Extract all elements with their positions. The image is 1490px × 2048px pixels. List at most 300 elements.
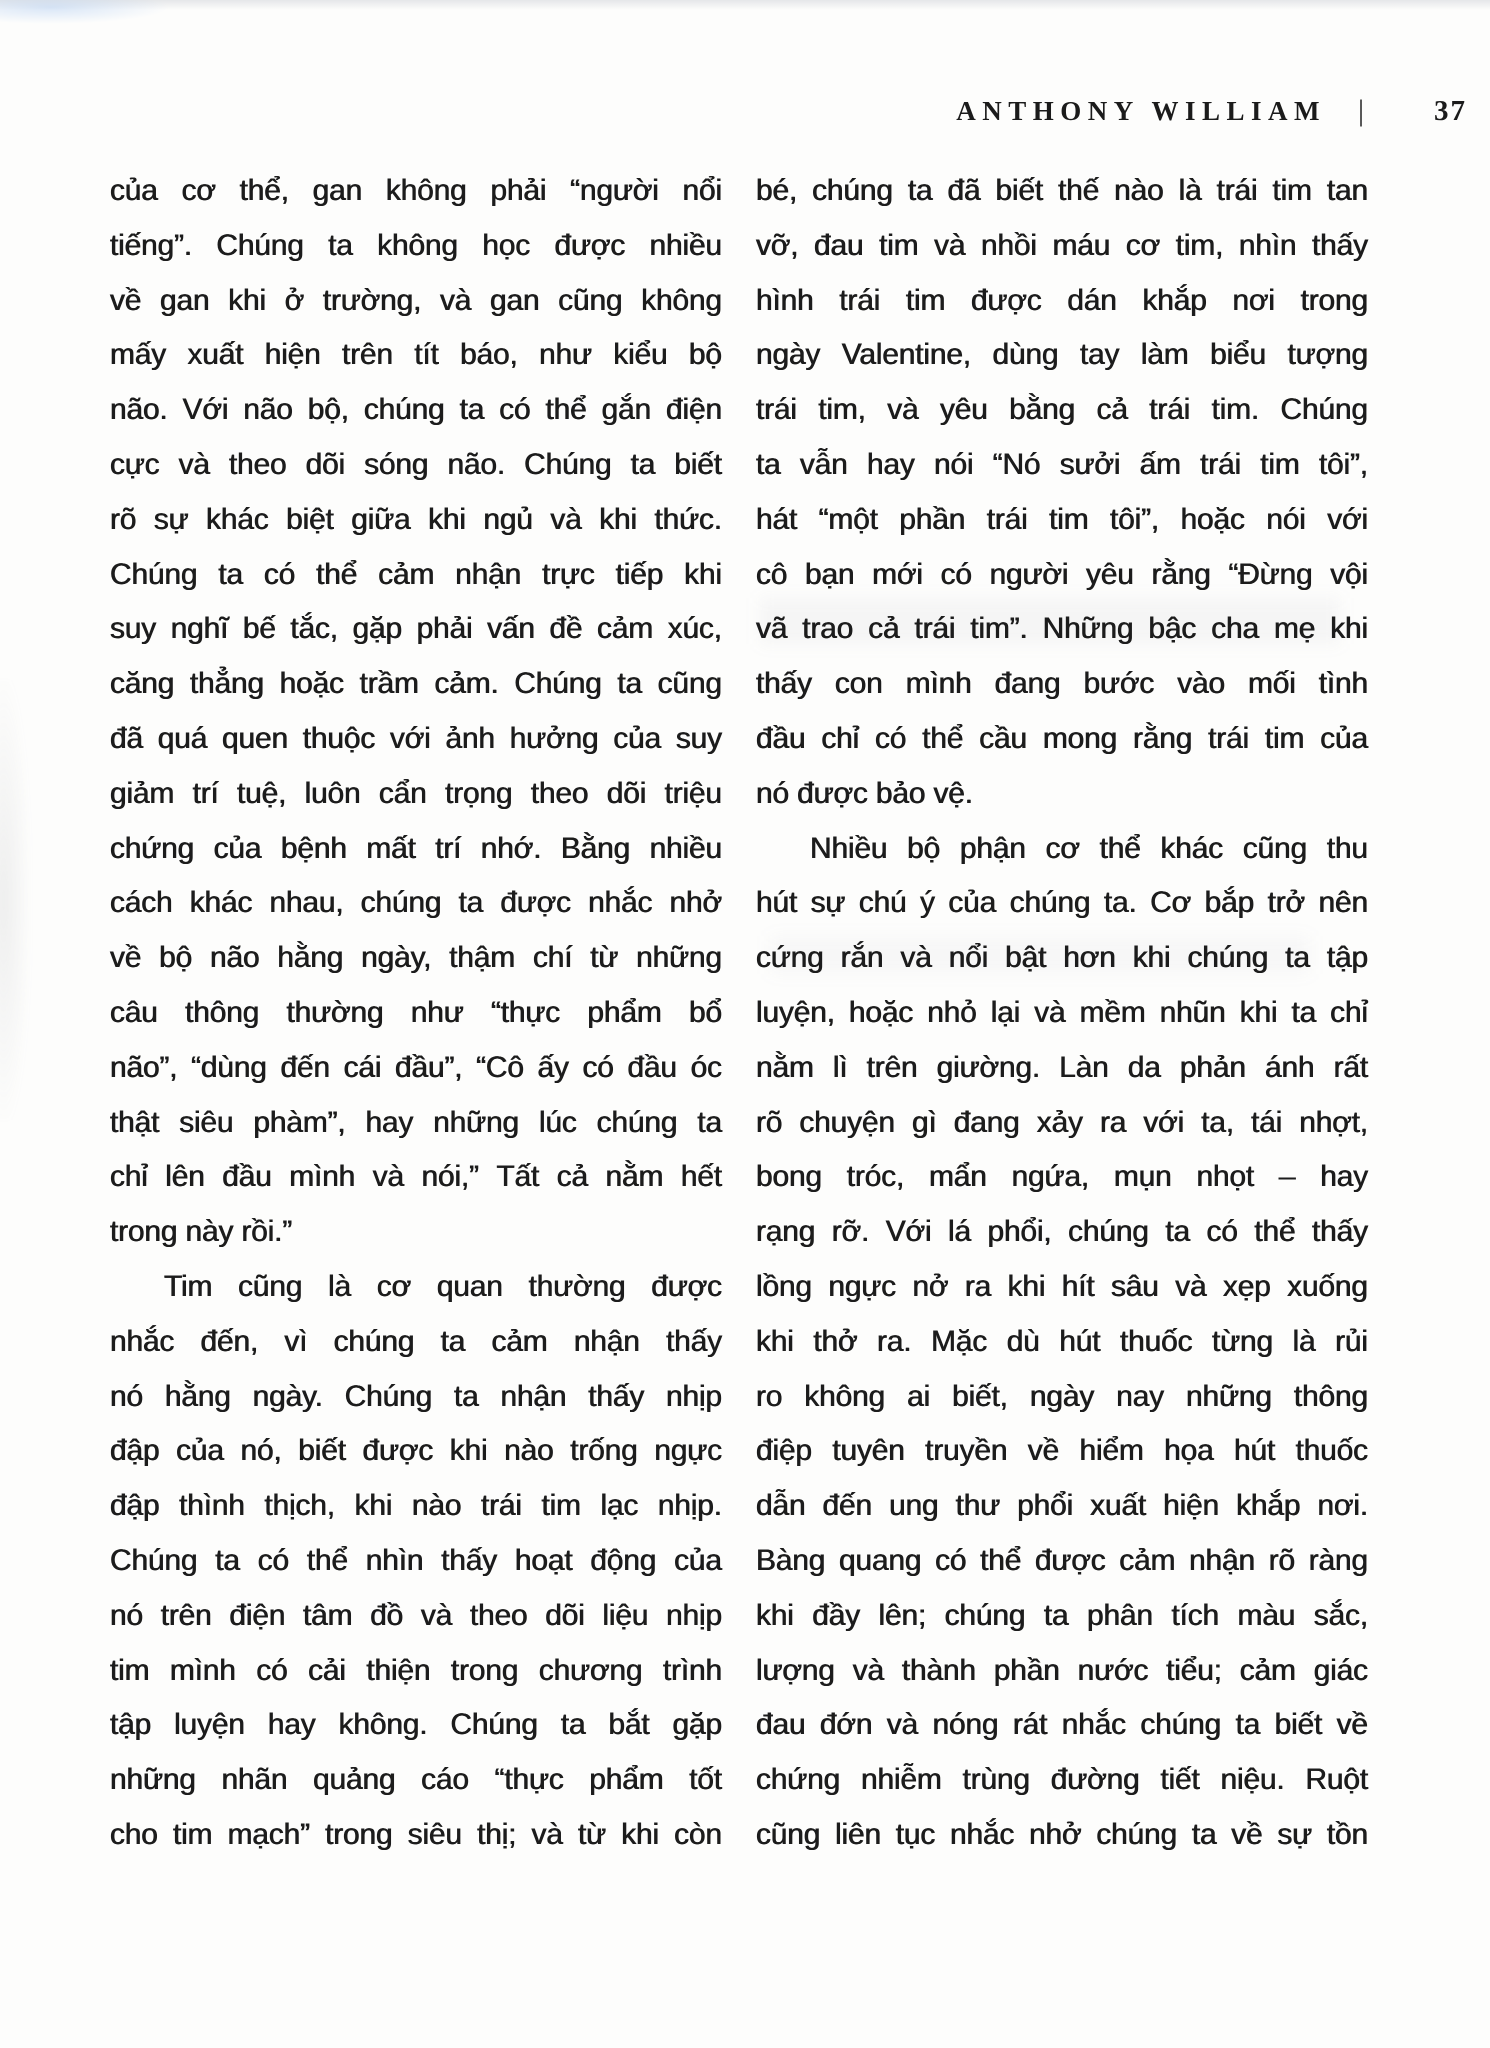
word: nhìn xyxy=(1238,228,1297,262)
word: khi xyxy=(621,1817,659,1851)
word: quen xyxy=(222,721,288,755)
word: cảm. xyxy=(434,667,499,701)
word: nhiều xyxy=(649,831,722,865)
word: ngứa, xyxy=(1011,1160,1090,1194)
word: khi xyxy=(1132,941,1171,975)
word: Chúng xyxy=(344,1379,433,1413)
word: tiết xyxy=(1160,1763,1200,1797)
word: hay xyxy=(267,1708,316,1742)
word: thẳng xyxy=(189,667,264,701)
word: đang xyxy=(994,667,1061,701)
word: gắn xyxy=(601,393,652,427)
word: cha xyxy=(1211,612,1259,646)
text-line xyxy=(110,1041,722,1096)
word: phận xyxy=(959,831,1026,865)
word: Mặc xyxy=(931,1324,988,1358)
word: đang xyxy=(953,1105,1020,1139)
word: tồn xyxy=(1326,1817,1368,1851)
word: đớn xyxy=(819,1708,873,1742)
text-line xyxy=(756,1150,1368,1205)
word: đau xyxy=(756,1708,806,1742)
text-line xyxy=(756,1424,1368,1479)
word: thật xyxy=(110,1105,160,1139)
word: chúng xyxy=(1068,1215,1149,1249)
word: tập xyxy=(110,1708,152,1742)
word: trình xyxy=(662,1653,722,1687)
word: thường xyxy=(286,995,384,1029)
word: cơ xyxy=(1125,228,1161,262)
word: thậm xyxy=(449,941,516,975)
word: yêu xyxy=(939,393,988,427)
word: rạng xyxy=(756,1215,816,1249)
word: trái xyxy=(839,283,881,317)
word: nào xyxy=(1114,174,1164,207)
word: chỉ xyxy=(110,1160,148,1194)
word: phàm”, xyxy=(253,1105,346,1139)
word: quan xyxy=(436,1269,503,1303)
word: vào xyxy=(1177,667,1225,701)
word: trí xyxy=(435,831,462,865)
word: rõ xyxy=(110,502,137,536)
word: đến xyxy=(280,1050,330,1084)
word: hút xyxy=(1059,1324,1101,1358)
word: vẫn xyxy=(799,447,848,481)
page-number: 37 xyxy=(1434,95,1467,127)
text-line xyxy=(110,1644,722,1699)
text-line xyxy=(756,1260,1368,1315)
word: và xyxy=(886,1708,919,1742)
text-line xyxy=(110,328,722,383)
word: trái xyxy=(756,393,797,427)
word: biết xyxy=(674,447,722,481)
word: nhìn xyxy=(365,1543,424,1577)
word: mất xyxy=(366,831,416,865)
word: là xyxy=(1178,174,1202,207)
word: ta xyxy=(458,886,484,920)
word: thể xyxy=(545,393,587,427)
word: ta, xyxy=(1201,1105,1234,1139)
word: khi xyxy=(756,1324,794,1358)
word: nhở xyxy=(669,886,722,920)
word: thấy xyxy=(1312,228,1368,262)
word: bậc xyxy=(1148,612,1197,646)
word: biết xyxy=(1274,1708,1323,1742)
word: truyền xyxy=(925,1434,1008,1468)
word: trí xyxy=(192,776,219,810)
word: hít xyxy=(1061,1269,1095,1303)
word: dán xyxy=(1067,283,1117,317)
word: khi xyxy=(756,1598,794,1632)
text-line xyxy=(756,438,1368,493)
word: cả xyxy=(868,612,900,646)
word: Những xyxy=(1042,612,1134,646)
word: chứng xyxy=(756,1763,841,1797)
word: trên xyxy=(160,1598,212,1632)
word: hình xyxy=(756,283,814,317)
word: hát xyxy=(756,502,798,536)
word: biết xyxy=(298,1434,346,1468)
word: cảm xyxy=(378,557,435,591)
word: xảy xyxy=(1036,1105,1083,1139)
word: hiểm xyxy=(1079,1434,1144,1468)
word: Cơ xyxy=(1150,886,1192,920)
word: nó xyxy=(110,1598,143,1632)
word: mình xyxy=(169,1653,236,1687)
word: cách xyxy=(110,886,173,920)
word: cả xyxy=(1096,393,1128,427)
text-line xyxy=(756,1534,1368,1589)
word: đồ xyxy=(370,1598,404,1632)
word: chúng xyxy=(1096,1817,1178,1851)
word: và xyxy=(852,1653,884,1687)
text-line xyxy=(110,931,722,986)
word: trái xyxy=(1200,447,1242,481)
word: không. xyxy=(338,1708,428,1742)
word: chú xyxy=(858,886,907,920)
text-line xyxy=(756,822,1368,877)
word: ở xyxy=(284,283,305,317)
word: “Đừng xyxy=(1228,557,1313,591)
word: thể xyxy=(1254,1215,1296,1249)
word: trong xyxy=(325,1817,393,1851)
word: màu xyxy=(1237,1598,1296,1632)
word: thức. xyxy=(654,502,722,536)
word: nhiều xyxy=(649,228,722,262)
word: nhãn xyxy=(221,1763,288,1797)
word: phần xyxy=(993,1653,1060,1687)
word: hơn xyxy=(1063,941,1116,975)
author-name: ANTHONY WILLIAM xyxy=(956,96,1326,126)
text-line xyxy=(756,876,1368,931)
word: cẩn xyxy=(378,776,427,810)
word: nhỏ xyxy=(927,995,977,1029)
word: của xyxy=(948,886,997,920)
word: Chúng xyxy=(110,1543,198,1577)
word: Chúng xyxy=(110,557,198,591)
word: nhớ. xyxy=(480,831,542,865)
word: tôi”, xyxy=(1318,447,1368,481)
word: ro xyxy=(756,1379,783,1413)
word: biểu xyxy=(1210,338,1267,372)
word: có xyxy=(499,393,531,427)
word: và xyxy=(900,941,932,975)
word: ấy xyxy=(537,1050,569,1084)
word: rỡ. xyxy=(831,1215,870,1249)
word: triệu xyxy=(664,776,722,810)
word: nào xyxy=(504,1434,554,1468)
word: biết xyxy=(995,174,1044,207)
word: tục xyxy=(895,1817,936,1851)
text-line xyxy=(110,1534,722,1589)
text-block xyxy=(110,164,1368,1863)
word: tim xyxy=(1049,502,1089,536)
word: không xyxy=(385,174,467,207)
word: phải xyxy=(490,174,547,207)
text-line xyxy=(756,657,1368,712)
word: dõi xyxy=(606,776,647,810)
word: mình xyxy=(905,667,972,701)
word: cảm xyxy=(491,1324,548,1358)
word: trường, xyxy=(322,283,422,317)
word: của xyxy=(1320,721,1368,755)
word: ràng xyxy=(1308,1543,1368,1577)
word: cũng xyxy=(657,667,722,701)
word: và xyxy=(1034,995,1066,1029)
word: nói xyxy=(933,447,974,481)
word: não xyxy=(210,941,260,975)
word: chí xyxy=(532,941,573,975)
word: về xyxy=(110,941,142,975)
word: nhận xyxy=(500,1379,567,1413)
word: học xyxy=(482,228,531,262)
word: quang xyxy=(838,1543,922,1577)
word: khắp xyxy=(1142,283,1207,317)
word: rất xyxy=(1333,1050,1368,1084)
word: và xyxy=(531,1817,563,1851)
word: cầu xyxy=(979,721,1027,755)
column-right xyxy=(756,164,1368,1863)
word: ta. xyxy=(1103,886,1137,920)
word: nằm xyxy=(605,1160,664,1194)
word: tim xyxy=(172,1817,213,1851)
word: phổi, xyxy=(987,1215,1052,1249)
word: đầu xyxy=(222,1160,272,1194)
word: tốt xyxy=(689,1763,722,1797)
word: thiện xyxy=(366,1653,431,1687)
word: Với xyxy=(885,1215,932,1249)
word: gặp xyxy=(672,1708,722,1742)
text-line xyxy=(756,493,1368,548)
text-line xyxy=(756,1370,1368,1425)
word: điệp xyxy=(756,1434,812,1468)
word: dõi xyxy=(545,1598,585,1632)
word: bộ xyxy=(159,941,193,975)
word: trở xyxy=(1267,886,1306,920)
word: cơ xyxy=(1045,831,1080,865)
word: gan xyxy=(160,283,210,317)
word: những xyxy=(636,941,722,975)
word: ấm xyxy=(1139,447,1181,481)
word: đã xyxy=(110,721,143,755)
column-left xyxy=(110,164,722,1863)
word: chúng xyxy=(1009,886,1091,920)
word: khác xyxy=(206,502,269,536)
word: cho xyxy=(110,1817,158,1851)
word: luôn xyxy=(304,776,361,810)
word: nhắc xyxy=(588,886,653,920)
word: não. xyxy=(110,393,168,427)
word: dẫn xyxy=(756,1489,806,1523)
text-line xyxy=(110,986,722,1041)
word: là xyxy=(1292,1324,1316,1358)
word: lên; xyxy=(878,1598,927,1632)
word: tái xyxy=(1251,1105,1283,1139)
word: tim, xyxy=(1175,228,1224,262)
word: thể xyxy=(316,557,358,591)
text-line xyxy=(110,1260,722,1315)
word: theo xyxy=(530,776,589,810)
word: bạn xyxy=(804,557,855,591)
word: trên xyxy=(866,1050,918,1084)
word: ảnh xyxy=(445,721,495,755)
word: nó xyxy=(110,1379,143,1413)
word: chúng xyxy=(1187,941,1269,975)
word: trong xyxy=(450,1653,519,1687)
word: bổ xyxy=(688,995,722,1029)
word: kiểu xyxy=(613,338,668,372)
word: tượng xyxy=(1287,338,1368,372)
word: phẩm xyxy=(589,1763,664,1797)
word: không xyxy=(641,283,722,317)
word: về xyxy=(1027,1434,1060,1468)
word: như xyxy=(410,995,464,1029)
word: xẹp xyxy=(1222,1269,1271,1303)
text-line xyxy=(756,767,1368,822)
word: chúng xyxy=(812,174,893,207)
word: thuộc xyxy=(302,721,376,755)
word: với xyxy=(1143,1105,1185,1139)
word: cơ xyxy=(181,174,216,207)
word: bệnh xyxy=(280,831,347,865)
word: “một xyxy=(818,502,878,536)
word: nên xyxy=(1318,886,1368,920)
word: cái xyxy=(343,1050,382,1084)
word: tích xyxy=(1171,1598,1219,1632)
word: ta xyxy=(1291,995,1317,1029)
word: ta xyxy=(218,557,243,591)
word: nhợt, xyxy=(1299,1105,1368,1139)
word: và xyxy=(178,447,210,481)
word: nhồi xyxy=(980,228,1037,262)
word: ta xyxy=(907,174,933,207)
word: hưởng xyxy=(509,721,599,755)
word: phân xyxy=(1086,1598,1153,1632)
word: thấy xyxy=(1311,1215,1368,1249)
word: mụn xyxy=(1113,1160,1172,1194)
word: phải xyxy=(416,612,473,646)
word: tim, xyxy=(818,393,866,427)
word: chúng xyxy=(944,1598,1026,1632)
word: của xyxy=(213,831,262,865)
word: và xyxy=(887,393,919,427)
word: chúng xyxy=(333,1324,415,1358)
text-line xyxy=(110,1315,722,1370)
word: nhắc xyxy=(1061,1708,1126,1742)
word: quá xyxy=(157,721,208,755)
word: mới xyxy=(872,557,923,591)
word: rằng xyxy=(1151,557,1211,591)
word: phần xyxy=(899,502,966,536)
word: hoặc xyxy=(279,667,344,701)
word: thể xyxy=(980,1543,1022,1577)
word: tắc, xyxy=(290,612,338,646)
word: người xyxy=(989,557,1069,591)
word: nước xyxy=(1077,1653,1149,1687)
word: liên xyxy=(835,1817,881,1851)
text-line xyxy=(110,1808,722,1863)
word: “Cô xyxy=(476,1050,524,1084)
word: ngực xyxy=(654,1434,722,1468)
word: cảm xyxy=(597,612,654,646)
word: luyện, xyxy=(756,995,835,1029)
word: thành xyxy=(901,1653,976,1687)
word: có xyxy=(935,1543,967,1577)
word: suy xyxy=(675,721,722,755)
word: nhọt xyxy=(1196,1160,1255,1194)
word: và xyxy=(1175,1269,1207,1303)
word: của xyxy=(674,1543,722,1577)
word: khác xyxy=(189,886,253,920)
scan-artifact-blue-smudge xyxy=(0,0,170,24)
word: đập xyxy=(110,1434,160,1468)
word: có xyxy=(1206,1215,1238,1249)
word: khi xyxy=(684,557,722,591)
word: tim xyxy=(541,1489,581,1523)
word: quảng xyxy=(313,1763,396,1797)
word: nở xyxy=(912,1269,949,1303)
word: trống xyxy=(570,1434,638,1468)
word: điện xyxy=(666,393,722,427)
word: thấy xyxy=(756,667,812,701)
word: mạch” xyxy=(227,1817,310,1851)
word: thấy xyxy=(588,1379,645,1413)
word: trong xyxy=(1300,283,1368,317)
word: mấy xyxy=(110,338,167,372)
word: gan xyxy=(490,283,540,317)
word: ra. xyxy=(877,1324,912,1358)
word: vấn xyxy=(487,612,535,646)
text-line xyxy=(756,1698,1368,1753)
word: trái xyxy=(1149,393,1191,427)
word: hút xyxy=(1234,1434,1276,1468)
word: nơi. xyxy=(1317,1489,1368,1523)
word: có xyxy=(263,557,296,591)
word: đến, xyxy=(200,1324,259,1358)
text-line xyxy=(110,767,722,822)
word: niệu. xyxy=(1220,1763,1285,1797)
word: khi xyxy=(449,1434,488,1468)
word: cải xyxy=(308,1653,346,1687)
word: tiếng”. xyxy=(110,228,192,262)
word: đề xyxy=(549,612,583,646)
word: phẩm xyxy=(587,995,662,1029)
word: tan xyxy=(1326,174,1368,207)
word: nghĩ xyxy=(170,612,229,646)
word: những xyxy=(433,1105,520,1139)
word: có xyxy=(256,1653,288,1687)
word: của xyxy=(110,174,158,207)
word: giác xyxy=(1313,1653,1368,1687)
text-line xyxy=(756,219,1368,274)
word: lúc xyxy=(538,1105,577,1139)
word: cô xyxy=(756,557,788,591)
word: cũng xyxy=(238,1269,303,1303)
word: khác xyxy=(1160,831,1224,865)
word: trọng xyxy=(445,776,513,810)
text-line xyxy=(756,1479,1368,1534)
word: lạc xyxy=(600,1489,639,1523)
word: tim xyxy=(1264,721,1305,755)
word: Chúng xyxy=(216,228,304,262)
word: khi xyxy=(1330,612,1368,646)
text-line xyxy=(110,548,722,603)
word: trái xyxy=(914,612,956,646)
word: nhũn xyxy=(1159,995,1226,1029)
word: xuất xyxy=(187,338,244,372)
word: Chúng xyxy=(450,1708,538,1742)
word: những xyxy=(1186,1379,1272,1413)
word: ai xyxy=(907,1379,931,1413)
